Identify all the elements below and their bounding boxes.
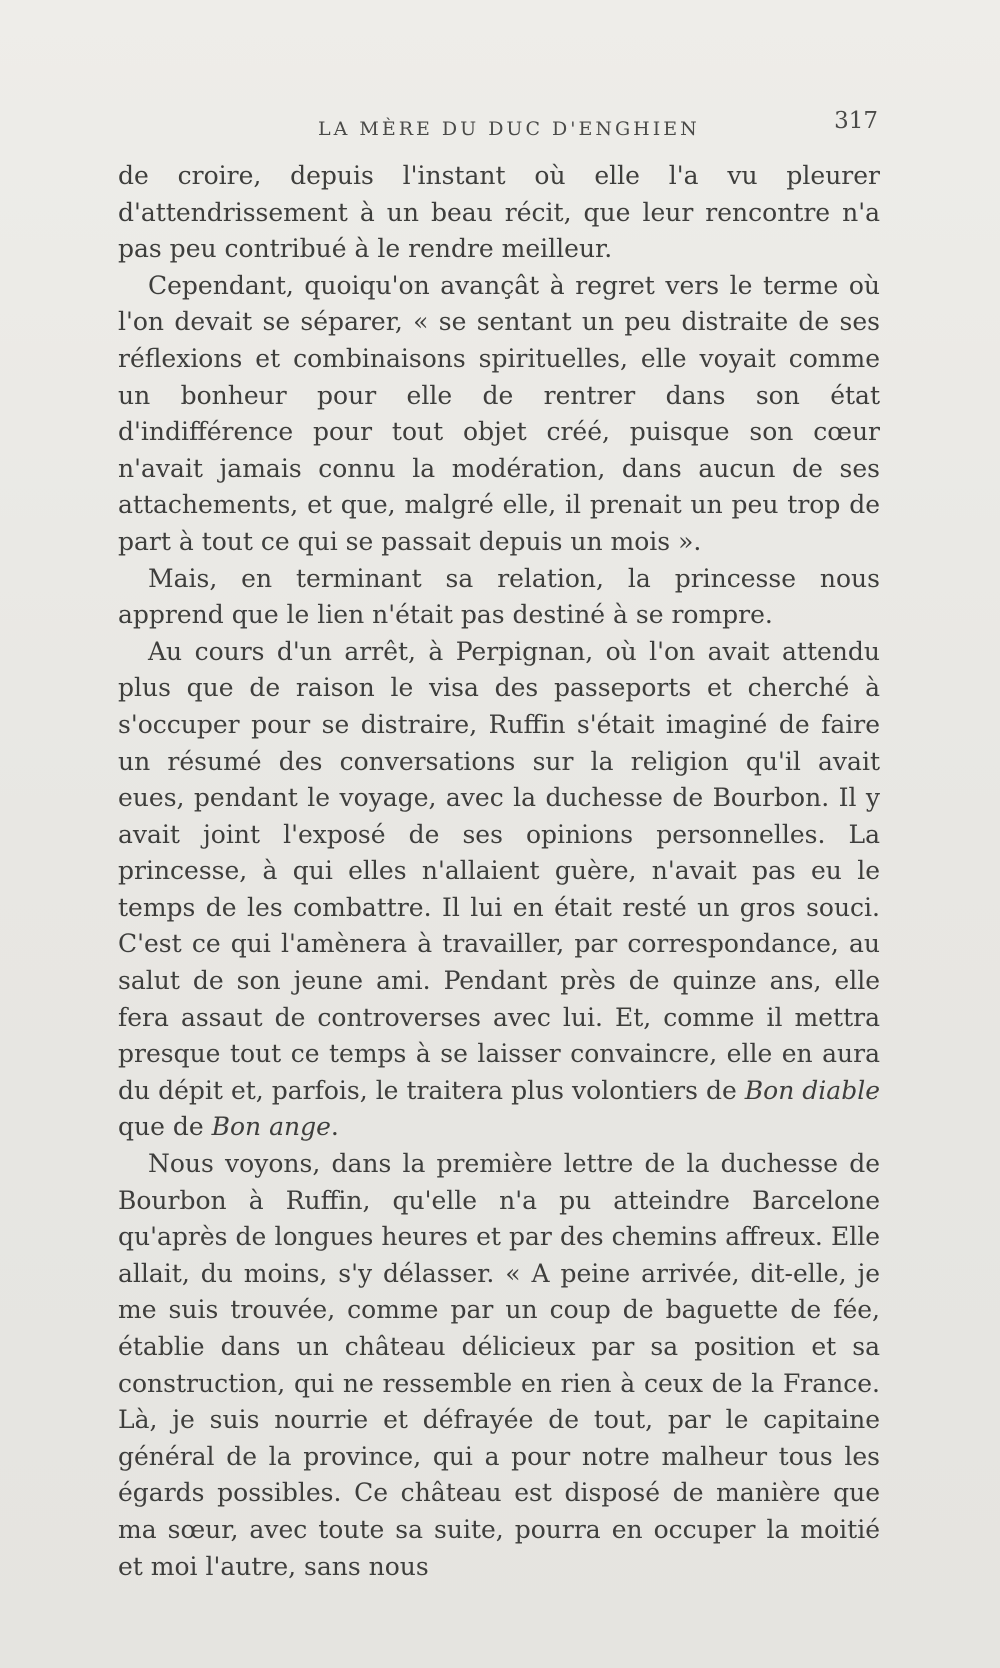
paragraph-5: Nous voyons, dans la première lettre de la duchesse de Bourbon à Ruffin, qu'elle n'a pu atteindre Barcelone qu'après de longues heures et par des chemins affreux. Elle allait, du moins, s'y délasser. « A peine arrivée, dit-elle, je me suis trouvée, comme par un coup de baguette de fée, établie dans un château délicieux par sa position et sa construction, qui ne ressemble en rien à ceux de la France. Là, je suis nourrie et défrayée de tout, par le capitaine général de la province, qui a pour notre malheur tous les égards possibles. Ce château est disposé de manière que ma sœur, avec toute sa suite, pourra en occuper la moitié et moi l'autre, sans nous bbox=[118, 1149, 880, 1581]
italic-bon-ange: Bon ange bbox=[211, 1112, 331, 1142]
paragraph-2: Cependant, quoiqu'on avançât à regret vers le terme où l'on devait se séparer, « se sentant un peu distraite de ses réflexions et combinaisons spirituelles, elle voyait comme un bonheur pour elle de rentrer dans son état d'indifférence pour tout objet créé, puisque son cœur n'avait jamais connu la modération, dans aucun de ses attachements, et que, malgré elle, il prenait un peu trop de part à tout ce qui se passait depuis un mois ». bbox=[118, 270, 880, 556]
page-number: 317 bbox=[834, 108, 878, 134]
paragraph-4-text-b: que de bbox=[118, 1112, 212, 1142]
running-head bbox=[118, 104, 878, 144]
paragraph-1: de croire, depuis l'instant où elle l'a vu pleurer d'attendrissement à un beau récit, que leur rencontre n'a pas peu contribué à le rendre meilleur. bbox=[118, 161, 880, 264]
paragraph-4 bbox=[118, 634, 880, 1146]
paragraph-4-text-a: Au cours d'un arrêt, à Perpignan, où l'on avait attendu plus que de raison le visa des passeports et cherché à s'occuper pour se distraire, Ruffin s'était imaginé de faire un résumé des conversations sur la religion qu'il avait eues, pendant le voyage, avec la duchesse de Bourbon. Il y avait joint l'exposé de ses opinions personnelles. La princesse, à qui elles n'allaient guère, n'avait pas eu le temps de les combattre. Il lui en était resté un gros souci. C'est ce qui l'amènera à travailler, par correspondance, au salut de son jeune ami. Pendant près de quinze ans, elle fera assaut de controverses avec lui. Et, comme il mettra presque tout ce temps à se laisser convaincre, elle en aura du dépit et, parfois, le traitera plus volontiers de bbox=[118, 636, 880, 1105]
italic-bon-diable: Bon diable bbox=[744, 1075, 880, 1105]
paragraph-3: Mais, en terminant sa relation, la princesse nous apprend que le lien n'était pas destiné à se rompre. bbox=[118, 563, 880, 630]
paragraph-4-text-c: . bbox=[330, 1112, 339, 1142]
running-title: LA MÈRE DU DUC D'ENGHIEN bbox=[318, 118, 700, 140]
body-text bbox=[118, 158, 880, 1585]
